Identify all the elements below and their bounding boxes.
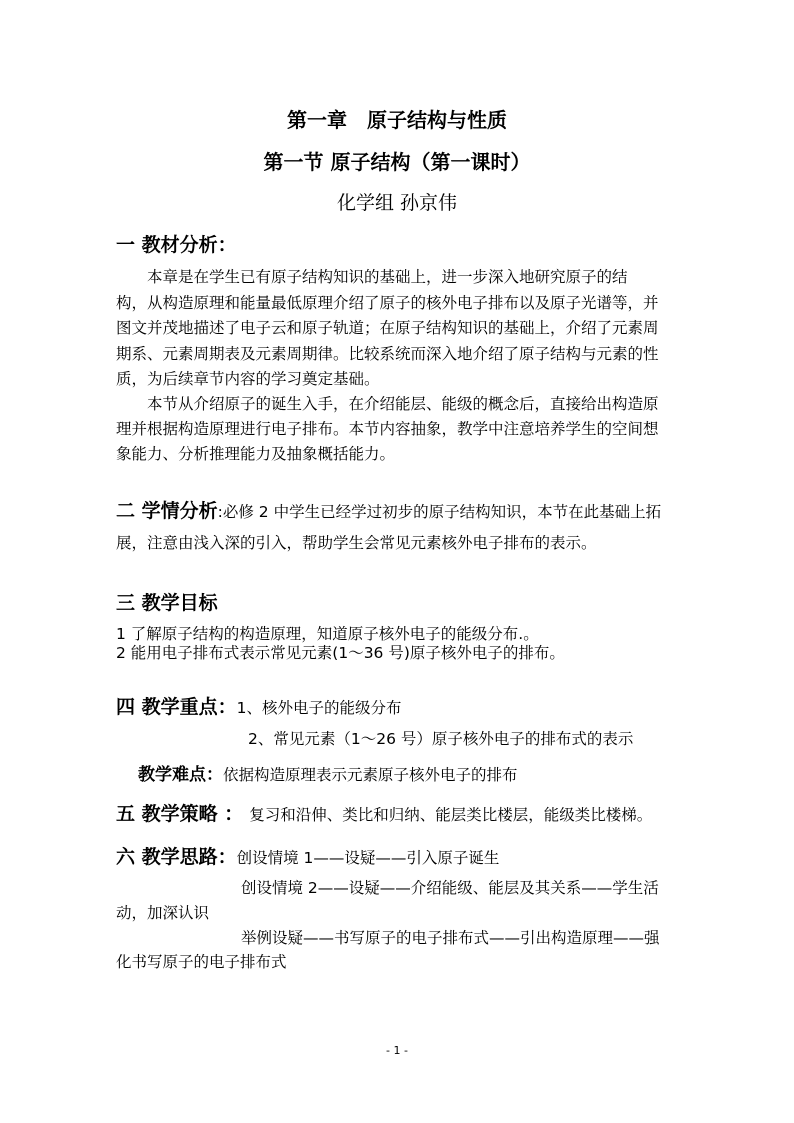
section-4-block <box>116 692 402 719</box>
goal-item: 1 了解原子结构的构造原理，知道原子核外电子的能级分布.。 <box>116 625 539 643</box>
section-2-text: :必修 2 中学生已经学过初步的原子结构知识，本节在此基础上拓 <box>217 503 662 521</box>
section-2-block <box>116 496 661 523</box>
s1-p1-line: 本章是在学生已有原子结构知识的基础上，进一步深入地研究原子的结 <box>116 268 628 286</box>
approach-line-3: 举例设疑——书写原子的电子排布式——引出构造原理——强 <box>241 929 660 947</box>
section-1-heading: 一 教材分析： <box>116 234 237 256</box>
s1-p2-line: 理并根据构造原理进行电子排布。本节内容抽象，教学中注意培养学生的空间想 <box>116 420 659 438</box>
s1-p1-line: 质，为后续章节内容的学习奠定基础。 <box>116 370 380 388</box>
s1-p1-line: 图文并茂地描述了电子云和原子轨道；在原子结构知识的基础上，介绍了元素周 <box>116 319 659 337</box>
approach-line-3-cont: 化书写原子的电子排布式 <box>116 953 287 971</box>
section-6-heading: 六 教学思路： <box>116 846 237 868</box>
page-number: - 1 - <box>386 1044 408 1057</box>
s1-p1-line: 期系、元素周期表及元素周期律。比较系统而深入地介绍了原子结构与元素的性 <box>116 345 659 363</box>
difficulty-block <box>138 760 518 785</box>
approach-line-2-cont: 动，加深认识 <box>116 904 210 922</box>
s1-p2-line: 本节从介绍原子的诞生入手，在介绍能层、能级的概念后，直接给出构造原 <box>116 395 659 413</box>
author-line: 化学组 孙京伟 <box>336 192 458 214</box>
difficulty-heading: 教学难点： <box>138 765 223 785</box>
key-point-1: 1、核外电子的能级分布 <box>236 699 402 717</box>
section-3-heading: 三 教学目标 <box>116 592 218 614</box>
goal-item: 2 能用电子排布式表示常见元素(1～36 号)原子核外电子的排布。 <box>116 644 565 662</box>
section-5-text: 复习和沿伸、类比和归纳、能层类比楼层，能级类比楼梯。 <box>249 806 653 824</box>
section-2-text-cont: 展，注意由浅入深的引入，帮助学生会常见元素核外电子排布的表示。 <box>116 534 597 552</box>
section-5-block <box>116 799 652 826</box>
section-6-block <box>116 842 499 869</box>
section-4-heading: 四 教学重点： <box>116 696 237 718</box>
key-point-2: 2、常见元素（1～26 号）原子核外电子的排布式的表示 <box>248 730 634 748</box>
chapter-title: 第一章 原子结构与性质 <box>287 108 507 132</box>
section-title: 第一节 原子结构（第一课时） <box>263 150 531 174</box>
section-2-heading: 二 学情分析 <box>116 500 218 522</box>
section-5-heading: 五 教学策略 ： <box>116 803 244 825</box>
s1-p1-line: 构，从构造原理和能量最低原理介绍了原子的核外电子排布以及原子光谱等，并 <box>116 294 659 312</box>
approach-line-1: 创设情境 1——设疑——引入原子诞生 <box>236 849 500 867</box>
approach-line-2: 创设情境 2——设疑——介绍能级、能层及其关系——学生活 <box>241 879 659 897</box>
difficulty-text: 依据构造原理表示元素原子核外电子的排布 <box>223 766 518 784</box>
s1-p2-line: 象能力、分析推理能力及抽象概括能力。 <box>116 445 396 463</box>
